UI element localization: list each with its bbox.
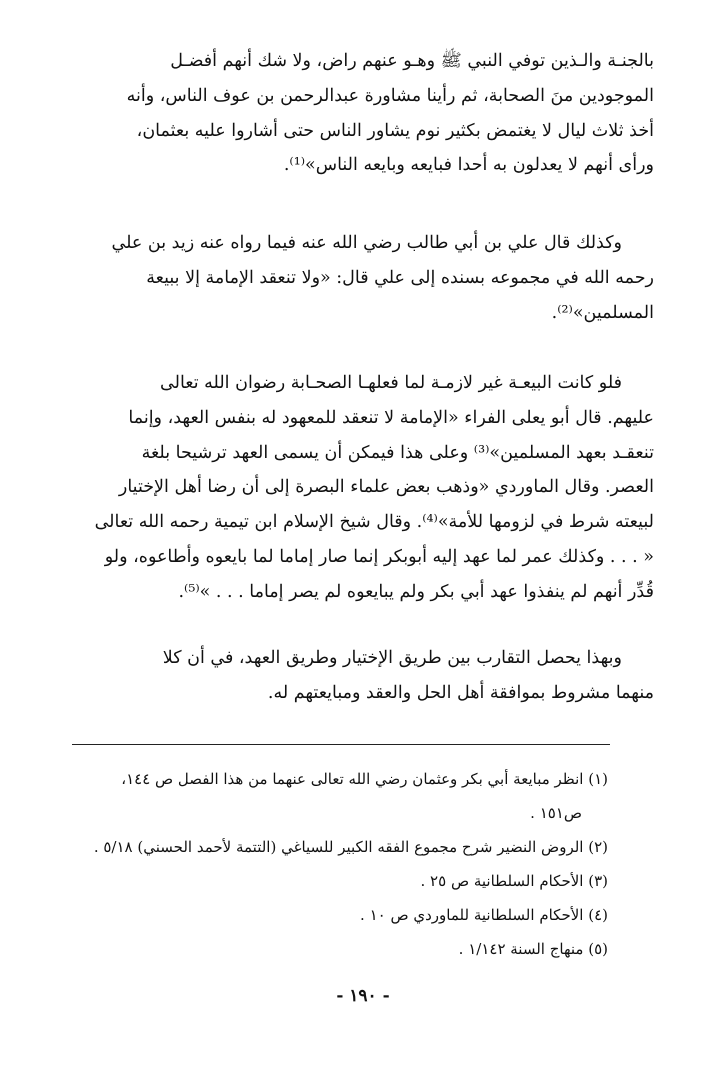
text-line: المسلمين»⁽²⁾. — [551, 302, 654, 323]
text-line: بالجنـة والـذين توفي النبي ﷺ وهـو عنهم راض، ولا شك أنهم أفضـل — [170, 51, 654, 71]
footnote-1-continued: ص١٥١ . — [530, 804, 582, 822]
page-number: - ١٩٠ - — [336, 986, 390, 1006]
footnote-4: (٤) الأحكام السلطانية للماوردي ص ١٠ . — [360, 906, 608, 924]
text-line: قُدِّر أنهم لم ينفذوا عهد أبي بكر ولم يبايعوه لم يصر إماما . . . »⁽⁵⁾. — [178, 581, 654, 602]
text-line: منهما مشروط بموافقة أهل الحل والعقد ومبايعتهم له. — [267, 682, 654, 703]
text-line: لبيعته شرط في لزومها للأمة»⁽⁴⁾. وقال شيخ الإسلام ابن تيمية رحمه الله تعالى — [94, 512, 654, 533]
footnote-3: (٣) الأحكام السلطانية ص ٢٥ . — [420, 872, 608, 890]
text-line: « . . . وكذلك عمر لما عهد إليه أبوبكر إنما صار إماما لما بايعوه وأطاعوه، ولو — [104, 546, 654, 567]
footnote-1: (١) انظر مبايعة أبي بكر وعثمان رضي الله تعالى عنهما من هذا الفصل ص ١٤٤، — [121, 770, 608, 788]
paragraph-1 — [72, 44, 654, 183]
paragraph-2 — [72, 226, 654, 330]
text-line: وبهذا يحصل التقارب بين طريق الإختيار وطريق العهد، في أن كلا — [162, 648, 622, 668]
text-line: أخذ ثلاث ليال لا يغتمض بكثير نوم يشاور الناس حتى أشاروا عليه بعثمان، — [136, 120, 654, 141]
text-line: وكذلك قال علي بن أبي طالب رضي الله عنه فيما رواه عنه زيد بن علي — [111, 233, 622, 253]
footnote-divider — [72, 744, 610, 745]
text-line: فلو كانت البيعـة غير لازمـة لما فعلهـا الصحـابة رضوان الله تعالى — [160, 373, 622, 393]
footnotes — [72, 762, 608, 966]
paragraph-4 — [72, 641, 654, 711]
text-line: عليهم. قال أبو يعلى الفراء «الإمامة لا تنعقد للمعهود له بنفس العهد، وإنما — [128, 407, 654, 428]
footnote-5: (٥) منهاج السنة ١/١٤٢ . — [458, 940, 608, 958]
paragraph-3 — [72, 366, 654, 610]
text-line: العصر. وقال الماوردي «وذهب بعض علماء البصرة إلى أن رضا أهل الإختيار — [118, 477, 654, 498]
text-line: رحمه الله في مجموعه بسنده إلى علي قال: «ولا تنعقد الإمامة إلا ببيعة — [146, 267, 654, 288]
text-line: تنعقـد بعهد المسلمين»⁽³⁾ وعلى هذا فيمكن أن يسمى العهد ترشيحا بلغة — [141, 442, 654, 463]
footnote-2: (٢) الروض النضير شرح مجموع الفقه الكبير للسياغي (التتمة لأحمد الحسني) ٥/١٨ . — [93, 838, 608, 856]
text-line: ورأى أنهم لا يعدلون به أحدا فبايعه وبايعه الناس»⁽¹⁾. — [283, 155, 654, 176]
text-line: الموجودين منَ الصحابة، ثم رأينا مشاورة عبدالرحمن بن عوف الناس، وأنه — [126, 85, 654, 106]
